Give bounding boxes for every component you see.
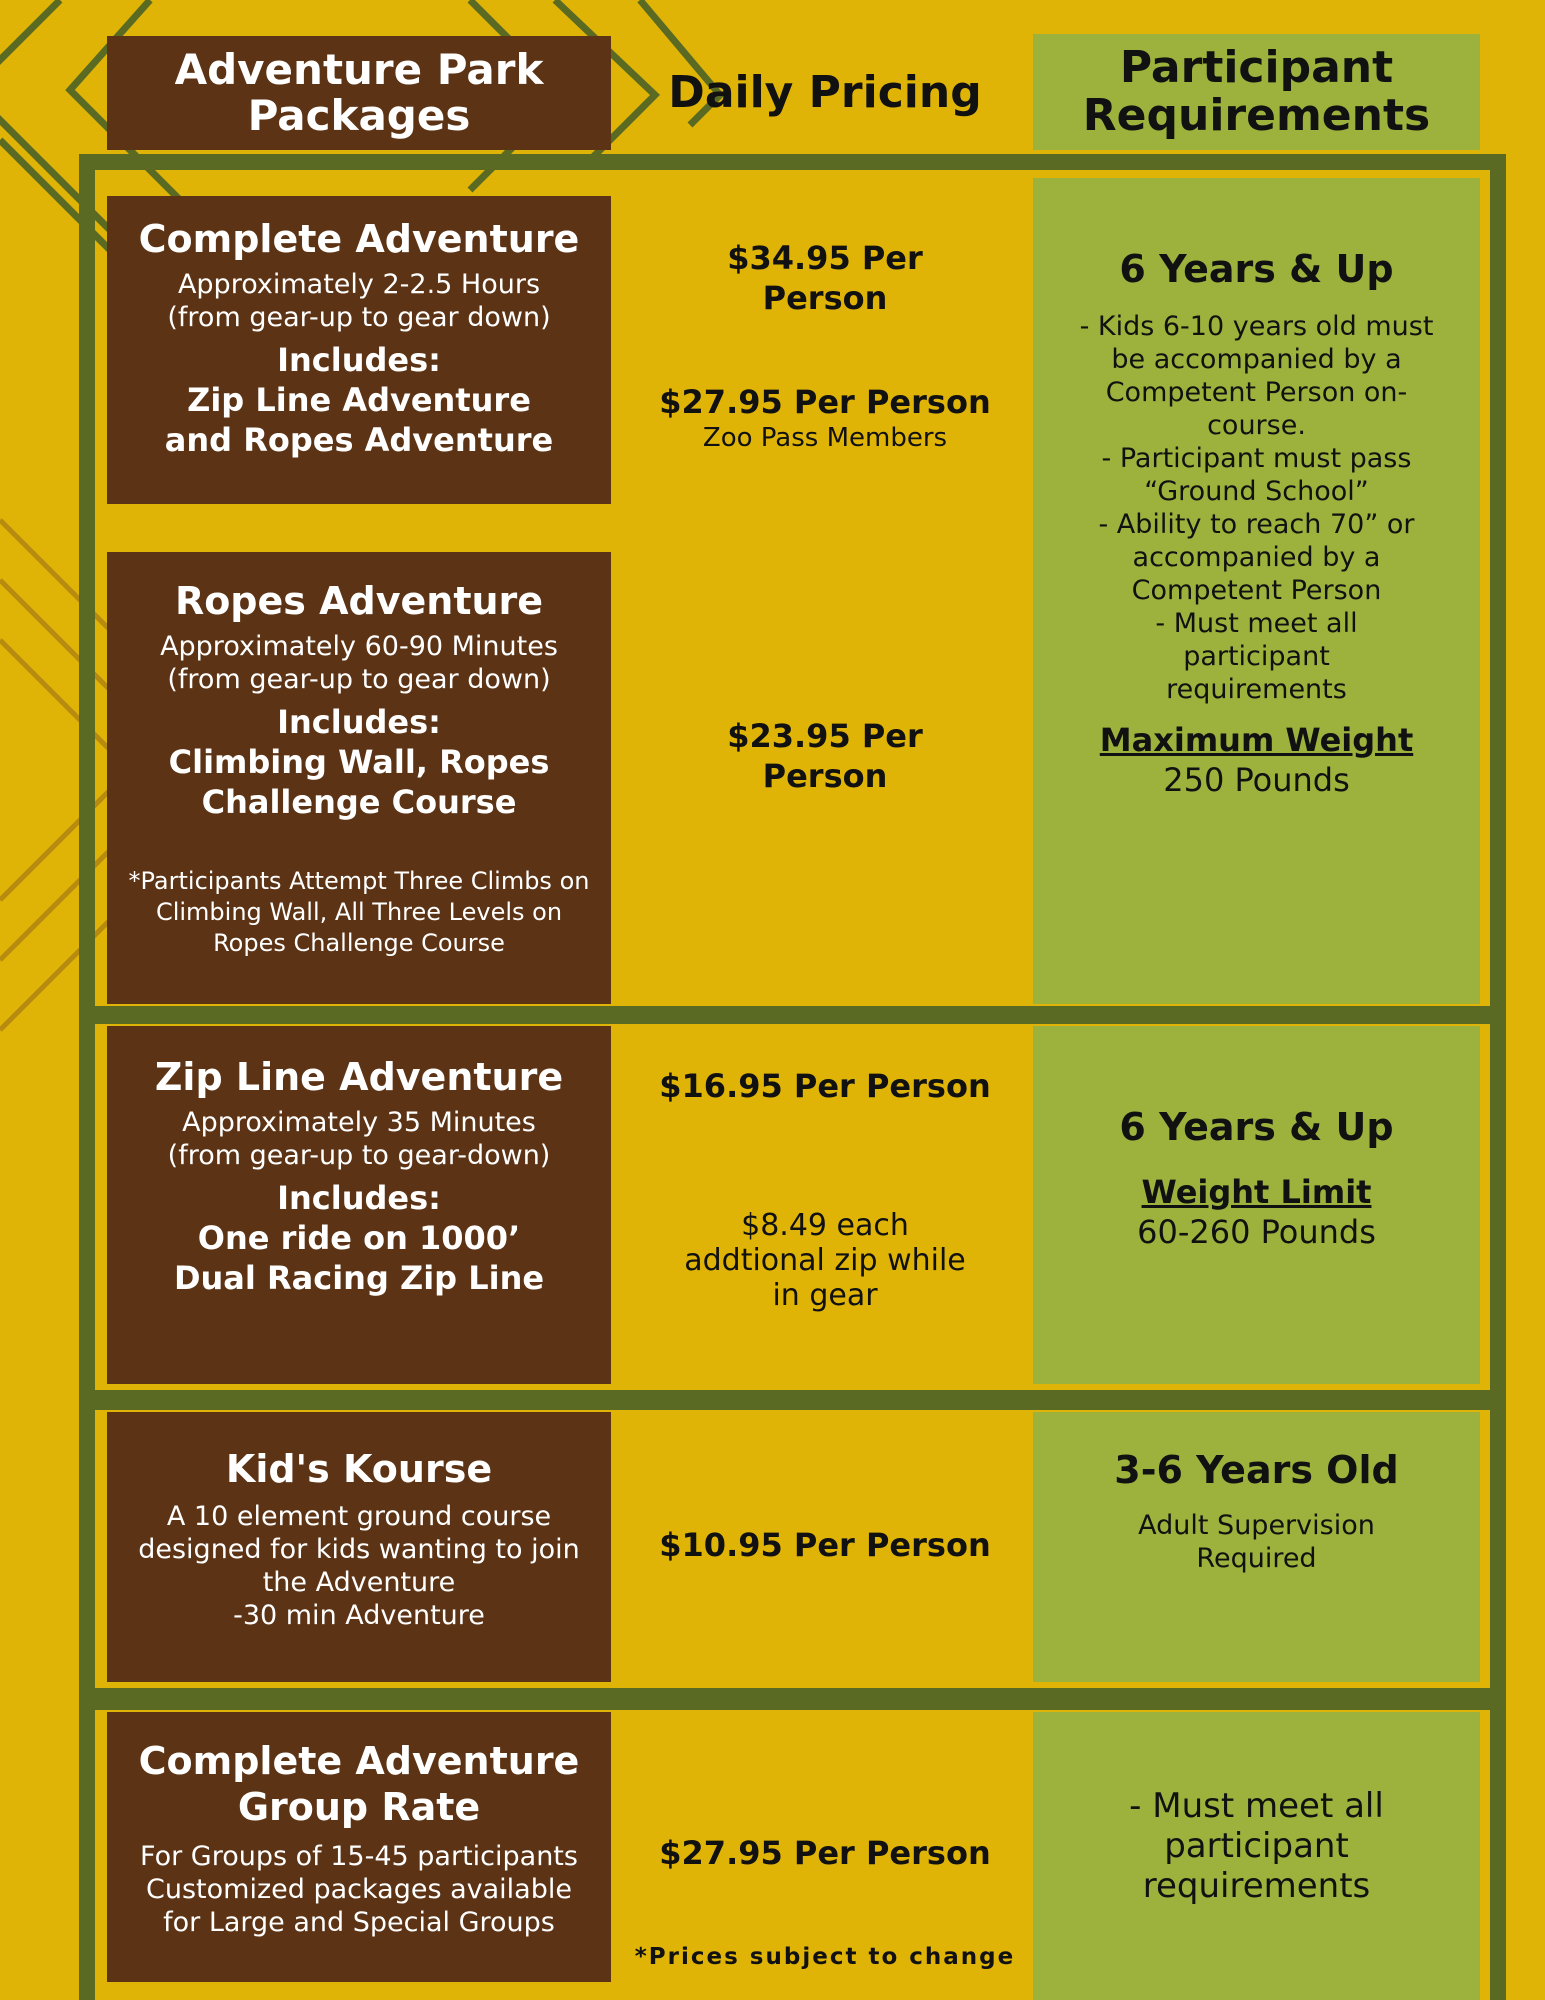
package-duration: Approximately 60-90 Minutes xyxy=(160,631,558,662)
package-includes-label: Includes: xyxy=(277,703,441,741)
price-value: $27.95 Per Person xyxy=(659,1834,991,1872)
requirement-age: 3-6 Years Old xyxy=(1114,1448,1399,1492)
package-duration: Approximately 2-2.5 Hours xyxy=(177,269,541,300)
row-separator xyxy=(79,1006,1506,1024)
package-duration: -30 min Adventure xyxy=(233,1600,485,1631)
requirement-age: 6 Years & Up xyxy=(1119,1105,1394,1149)
price-ropes xyxy=(645,716,1005,796)
row-separator xyxy=(79,1688,1506,1710)
requirement-rule: - Must meet all participant requirements xyxy=(1155,608,1358,705)
package-group-rate xyxy=(107,1712,611,1982)
price-disclaimer: *Prices subject to change xyxy=(634,1944,1016,1970)
requirements-zip xyxy=(1033,1104,1480,1252)
package-includes: One ride on 1000’ Dual Racing Zip Line xyxy=(173,1219,545,1297)
requirement-weight-value: 250 Pounds xyxy=(1163,761,1350,799)
requirement-weight-label: Weight Limit xyxy=(1141,1173,1372,1211)
package-description: For Groups of 15-45 participants Customized packages available for Large and Special Groups xyxy=(140,1841,578,1938)
pricing-column-header: Daily Pricing xyxy=(668,66,982,118)
package-includes-label: Includes: xyxy=(277,1179,441,1217)
package-includes-label: Includes: xyxy=(277,341,441,379)
price-zip-extra xyxy=(645,1208,1005,1313)
requirement-weight-value: 60-260 Pounds xyxy=(1137,1213,1376,1251)
price-value: $34.95 Per Person xyxy=(727,239,923,317)
package-gear-note: (from gear-up to gear down) xyxy=(167,664,551,695)
price-zoo-label: Zoo Pass Members xyxy=(702,423,948,453)
requirements-kids xyxy=(1033,1447,1480,1575)
package-gear-note: (from gear-up to gear down) xyxy=(167,302,551,333)
package-includes: Zip Line Adventure and Ropes Adventure xyxy=(164,381,554,459)
package-duration: Approximately 35 Minutes xyxy=(182,1107,536,1138)
requirements-group xyxy=(1033,1786,1480,1906)
package-ropes-adventure xyxy=(107,552,611,1004)
package-title: Complete Adventure Group Rate xyxy=(138,1739,580,1829)
package-includes: Climbing Wall, Ropes Challenge Course xyxy=(168,743,550,821)
package-gear-note: (from gear-up to gear-down) xyxy=(167,1140,551,1171)
package-title: Complete Adventure xyxy=(138,217,580,261)
package-title: Ropes Adventure xyxy=(174,579,544,623)
row-separator xyxy=(79,1390,1506,1410)
package-note: *Participants Attempt Three Climbs on Climbing Wall, All Three Levels on Ropes Challenge Course xyxy=(128,867,590,957)
package-complete-adventure xyxy=(107,196,611,504)
requirement-rule: - Kids 6-10 years old must be accompanied by a Competent Person on-course. xyxy=(1079,311,1434,441)
price-kids xyxy=(645,1525,1005,1565)
package-kids-kourse xyxy=(107,1412,611,1682)
requirement-weight-label: Maximum Weight xyxy=(1099,721,1414,759)
requirement-rule: - Ability to reach 70” or accompanied by a Competent Person xyxy=(1098,509,1415,606)
requirement-rule: - Participant must pass “Ground School” xyxy=(1101,443,1412,507)
price-value: $16.95 Per Person xyxy=(659,1067,991,1105)
package-title: Zip Line Adventure xyxy=(154,1055,564,1099)
requirements-complete-ropes xyxy=(1033,246,1480,800)
price-extra: $8.49 each addtional zip while in gear xyxy=(684,1208,966,1313)
price-complete xyxy=(645,238,1005,318)
price-group xyxy=(645,1833,1005,1873)
price-value: $23.95 Per Person xyxy=(727,717,923,795)
price-value: $27.95 Per Person xyxy=(659,383,991,421)
package-title: Kid's Kourse xyxy=(225,1447,493,1491)
price-complete-zoo xyxy=(645,382,1005,454)
requirement-note: Adult Supervision Required xyxy=(1138,1510,1375,1574)
price-zip xyxy=(645,1066,1005,1106)
requirement-age: 6 Years & Up xyxy=(1119,247,1394,291)
requirement-rules xyxy=(1033,310,1480,706)
requirements-column-header: Participant Requirements xyxy=(1033,34,1480,150)
price-value: $10.95 Per Person xyxy=(659,1526,991,1564)
requirement-note: - Must meet all participant requirements xyxy=(1129,1786,1384,1906)
package-description: A 10 element ground course designed for kids wanting to join the Adventure xyxy=(138,1501,580,1598)
package-zip-line-adventure xyxy=(107,1026,611,1384)
packages-column-header: Adventure Park Packages xyxy=(107,36,611,150)
